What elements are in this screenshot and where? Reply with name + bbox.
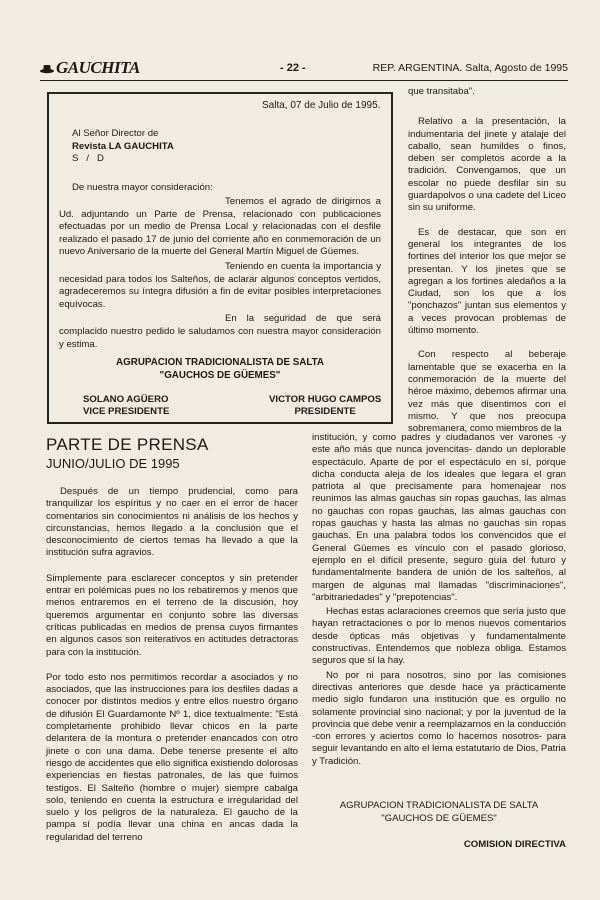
letter-paragraph: Teniendo en cuenta la importancia y necesidad para todos los Salteños, de aclarar algunos conceptos vertidos, agradeceremos su íntegra difusión a fin de evitar posibles interpretaciones equívocas.	[59, 260, 381, 310]
article-column-right-top	[408, 86, 566, 447]
page-header	[40, 58, 568, 78]
org-name: AGRUPACION TRADICIONALISTA DE SALTA	[116, 357, 324, 368]
article-paragraph: No por ni para nosotros, sino por las comisiones directivas anteriores que desde hace ya prácticamente medio siglo fundaron una institución que es orgullo no solamente provincial sino nacional; y por la juventud de la provincia que debe venir a reemplazarnos en la conducción -con errores y aciertos como lo hacemos nosotros- para seguir levantando en alto el lema estatutario de Dios, Patria y Tradición.	[312, 669, 566, 767]
signature-vice-president	[83, 394, 169, 418]
article-paragraph: Después de un tiempo prudencial, como para tranquilizar los espíritus y no caer en el error de hacer comentarios sin conocimientos ni análisis de los hechos y circunstancias, hemos llegado a la conclusión que el desconocimiento de ciertos temas ha llevado a que la institución sufra agravios.	[46, 486, 298, 559]
letter-organization	[49, 356, 391, 382]
letter-paragraph: En la seguridad de que será complacido nuestro pedido le saludamos con nuestra mayor consideración y estima.	[59, 313, 381, 350]
article-paragraph: Con respecto al beberaje lamentable que se exacerba en la conmemoración de la muerte del héroe máximo, debemos afirmar una vez más que disentimos con el mismo. Y que nos preocupa sobremanera, como miembros de la	[408, 349, 566, 435]
article-column-right-bottom	[312, 432, 566, 770]
article-paragraph: Por todo esto nos permitimos recordar a asociados y no asociados, que las instrucciones para los desfiles dadas a conocer por distintos medios y entre ellos nuestro órgano de difusión El Guardamonte Nº 1, dice textualmente: "Está completamente prohibido llevar chicos en la parte delantera de la montura o pretender enancados con otro jinete o con una dama. Debe tenerse presente el alto riesgo de accidentes que ello significa existiendo dolorosas experiencias en fiestas patronales, de las que fuimos testigos. El Salteño (hombre o mujer) siempre cabalga solo, teniendo en cuenta la estructura e irregularidad del suelo y los peligros de la naturaleza. El gaucho de la pampa sí podía llevar una china en ancas dada la regularidad del terreno	[46, 671, 298, 843]
signer-title: VICE PRESIDENTE	[83, 406, 170, 417]
letter-box	[47, 92, 393, 424]
letter-paragraph: Tenemos el agrado de dirigirnos a Ud. adjuntando un Parte de Prensa, relacionado con publicaciones efectuadas por un medio de Prensa Local y relacionadas con el desfile realizado el pasado 17 de junio del corriente año en conmemoración de un nuevo Aniversario de la muerte del General Martín Miguel de Güemes.	[59, 196, 381, 258]
signer-name: VICTOR HUGO CAMPOS	[269, 394, 382, 405]
signer-title: PRESIDENTE	[294, 406, 356, 417]
magazine-logo	[40, 58, 140, 78]
closing-org-name: AGRUPACION TRADICIONALISTA DE SALTA	[339, 800, 539, 811]
letter-date: Salta, 07 de Julio de 1995.	[262, 100, 381, 111]
article-paragraph: Es de destacar, que son en general los integrantes de los fortines del interior los que mejor se presentan. Y los jinetes que se agregan a los fortines aledaños a la Ciudad, son los que a los "ponchazos" juntan sus elementos y a veces provocan problemas de último momento.	[408, 226, 566, 337]
letter-greeting: De nuestra mayor consideración:	[72, 182, 213, 193]
article-paragraph: Hechas estas aclaraciones creemos que sería justo que hayan retractaciones o por lo menos nuevos comentarios desde ópticas más objetivas y fundamentalmente constructivas. Entendemos que nobleza obliga. Estamos seguros que sí la hay.	[312, 606, 566, 667]
letter-addressee	[72, 128, 174, 166]
article-paragraph: Simplemente para esclarecer conceptos y sin pretender entrar en polémicas pues no los rebatiremos y menos que menos entraremos en el terreno de la discusión, hoy queremos argumentar en conjunto sobre las diversas críticas publicadas en medios de prensa cuyos firmantes en algunos casos son reiterativos en actitudes detractoras para con la institución.	[46, 572, 298, 658]
article-paragraph: que transitaba".	[408, 86, 475, 97]
closing-org-subname: "GAUCHOS DE GÜEMES"	[381, 812, 497, 824]
addressee-line: Al Señor Director de	[72, 128, 159, 139]
org-subname: "GAUCHOS DE GÜEMES"	[159, 370, 281, 381]
header-location-date: REP. ARGENTINA. Salta, Agosto de 1995	[372, 62, 568, 74]
page-number: - 22 -	[280, 62, 306, 74]
signer-name: SOLANO AGÜERO	[83, 394, 169, 405]
article-paragraph: Relativo a la presentación, la indumentaria del jinete y atalaje del caballo, sean humildes o finos, deben ser completos acorde a la tradición. Convengamos, que un escolar no puede desfilar sin su guardapolvos o una cadete del Liceo sin su uniforme.	[408, 116, 566, 214]
signature-president	[269, 394, 381, 418]
article-signature	[312, 800, 566, 825]
gaucho-hat-icon	[40, 61, 54, 75]
addressee-line: Revista LA GAUCHITA	[72, 140, 174, 152]
addressee-line: S / D	[72, 153, 104, 165]
header-divider	[40, 80, 568, 81]
comision-directiva: COMISION DIRECTIVA	[463, 839, 566, 850]
logo-text: GAUCHITA	[56, 58, 140, 77]
article-paragraph: institución, y como padres y ciudadanos ver varones -y este año más que nunca jovencitas- dando un deplorable espectáculo. Aparte de por el espectáculo en sí, porque dicha conducta aleja de los ideales que legara el gran patriota al que precisamente para homenajear nos reunimos las almas gauchas sin ropas gauchas, las almas no gauchas con ropas gauchas, las almas gauchas con ropas gauchas y hasta las almas no gauchas sin ropas gauchas. En una palabra todos los convencidos que el General Güemes es vínculo con el pasado glorioso, ejemplo en el difícil presente, seguro guía del futuro y fundamentalmente bandera de unión de los salteños, al margen de algunas mal llamadas "discriminaciones", "arbitrariedades" y "prepotencias".	[312, 432, 566, 603]
article-title: PARTE DE PRENSA	[46, 435, 209, 454]
article-subtitle: JUNIO/JULIO DE 1995	[46, 456, 180, 471]
letter-body	[59, 196, 381, 353]
article-column-left	[46, 486, 298, 857]
